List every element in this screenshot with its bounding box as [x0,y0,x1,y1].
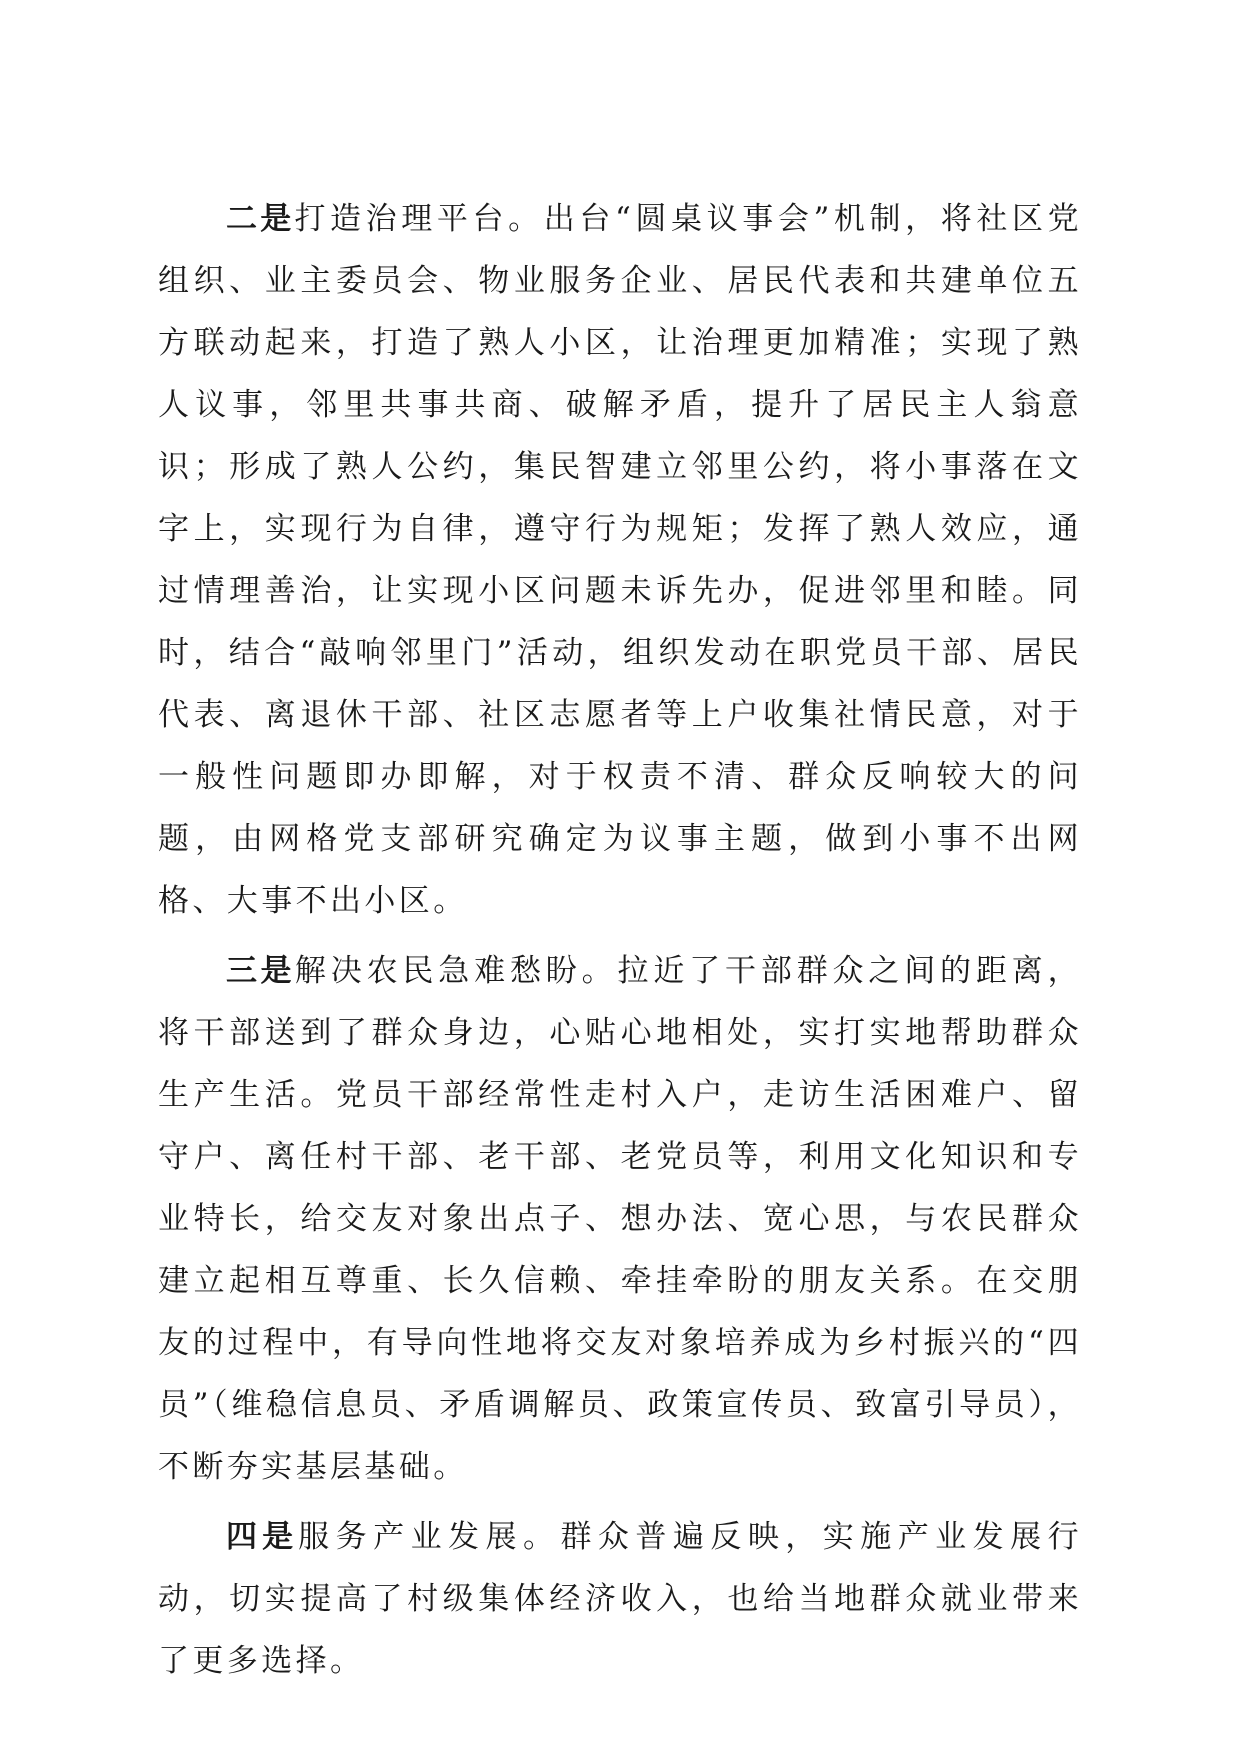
document-body [158,188,1082,1692]
paragraph-2 [158,188,1082,932]
paragraph-4-lead: 四是 [226,1519,299,1555]
paragraph-2-lead: 二是 [226,201,295,237]
paragraph-3 [158,940,1082,1498]
paragraph-3-lead: 三是 [226,953,295,989]
paragraph-3-text: 解决农民急难愁盼。拉近了干部群众之间的距离，将干部送到了群众身边，心贴心地相处，实打实地帮助群众生产生活。党员干部经常性走村入户，走访生活困难户、留守户、离任村干部、老干部、老党员等，利用文化知识和专业特长，给交友对象出点子、想办法、宽心思，与农民群众建立起相互尊重、长久信赖、牵挂牵盼的朋友关系。在交朋友的过程中，有导向性地将交友对象培养成为乡村振兴的“四员”（维稳信息员、矛盾调解员、政策宣传员、致富引导员），不断夯实基层基础。 [158,953,1082,1485]
paragraph-4-text: 服务产业发展。群众普遍反映，实施产业发展行动，切实提高了村级集体经济收入，也给当地群众就业带来了更多选择。 [158,1519,1083,1679]
paragraph-2-text: 打造治理平台。出台“圆桌议事会”机制，将社区党组织、业主委员会、物业服务企业、居民代表和共建单位五方联动起来，打造了熟人小区，让治理更加精准；实现了熟人议事，邻里共事共商、破解矛盾，提升了居民主人翁意识；形成了熟人公约，集民智建立邻里公约，将小事落在文字上，实现行为自律，遵守行为规矩；发挥了熟人效应，通过情理善治，让实现小区问题未诉先办，促进邻里和睦。同时，结合“敲响邻里门”活动，组织发动在职党员干部、居民代表、离退休干部、社区志愿者等上户收集社情民意，对于一般性问题即办即解，对于权责不清、群众反响较大的问题，由网格党支部研究确定为议事主题，做到小事不出网格、大事不出小区。 [158,201,1083,919]
paragraph-4 [158,1506,1082,1692]
